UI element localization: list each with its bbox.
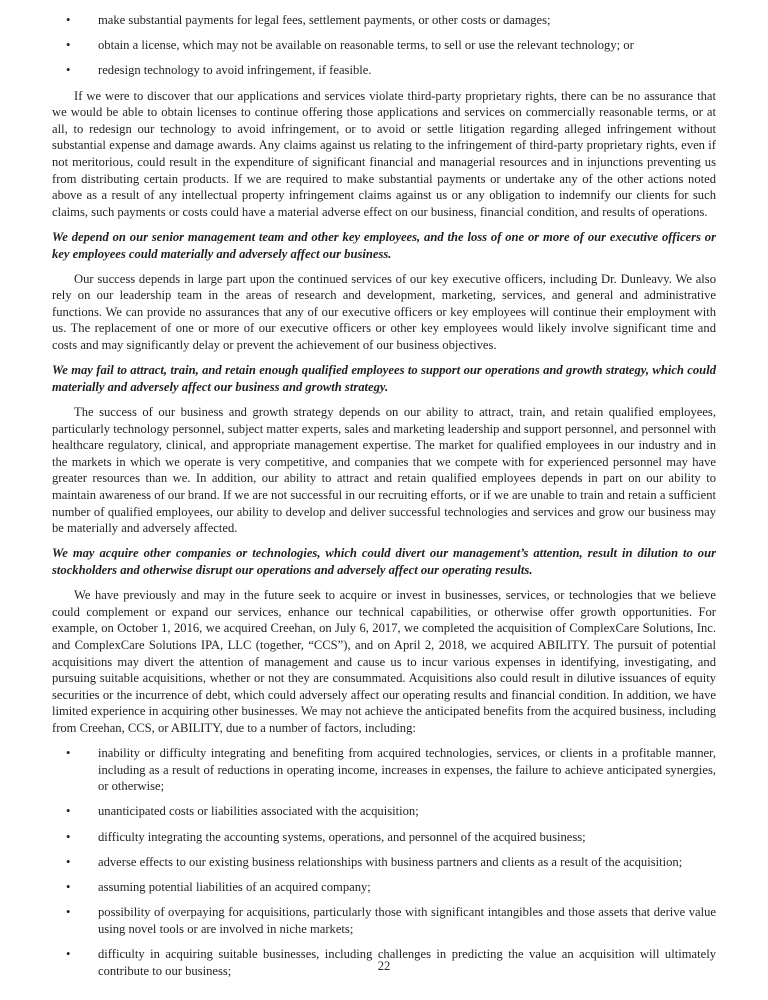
paragraph-infringement: If we were to discover that our applications and services violate third-party proprietary rights, there can be no assurance that we would be able to obtain licenses to continue offering those applications and services on commercially reasonable terms, or at all, to redesign our technology to avoid infringement, or to avoid or settle litigation regarding alleged infringement without substantial expense and damage awards. Any claims against us relating to the infringement of third-party proprietary rights, even if not meritorious, could result in the expenditure of significant financial and managerial resources and in injunctions preventing us from distributing certain products. If we are required to make substantial payments or undertake any of the other actions noted above as a result of any intellectual property infringement claims against us or any obligation to indemnify our clients for such claims, such payments or costs could have a material adverse effect on our business, financial condition, and results of operations.	[52, 88, 716, 219]
bullet-icon: •	[66, 905, 71, 920]
bullet-icon: •	[66, 63, 71, 78]
list-item-text: adverse effects to our existing business relationships with business partners and clients as a result of the acquisition;	[98, 854, 683, 869]
list-item-text: obtain a license, which may not be available on reasonable terms, to sell or use the relevant technology; or	[98, 38, 634, 53]
list-item-text: difficulty in acquiring suitable businesses, including challenges in predicting the value an acquisition will ultimately contribute to our business;	[98, 947, 716, 978]
bullet-icon: •	[66, 804, 71, 819]
risk-heading-employees: We may fail to attract, train, and retain enough qualified employees to support our operations and growth strategy, which could materially and adversely affect our business and growth strategy.	[52, 363, 716, 394]
bullet-icon: •	[66, 854, 71, 869]
list-item-text: difficulty integrating the accounting systems, operations, and personnel of the acquired business;	[98, 829, 586, 844]
risk-heading-management: We depend on our senior management team and other key employees, and the loss of one or more of our executive officers or key employees could materially and adversely affect our business.	[52, 229, 716, 261]
bullet-icon: •	[66, 947, 71, 961]
list-item	[52, 879, 716, 896]
bullet-list-acquisition-risks	[52, 745, 716, 979]
bullet-icon: •	[66, 38, 71, 53]
bullet-icon: •	[66, 13, 71, 27]
list-item-text: unanticipated costs or liabilities associated with the acquisition;	[98, 804, 419, 819]
list-item	[52, 904, 716, 937]
list-item	[52, 854, 716, 871]
list-item	[52, 62, 716, 79]
list-item	[52, 37, 716, 54]
bullet-icon: •	[66, 880, 71, 895]
bullet-icon: •	[66, 829, 71, 844]
list-item-text: make substantial payments for legal fees, settlement payments, or other costs or damages;	[98, 13, 551, 27]
list-item-text: possibility of overpaying for acquisitions, particularly those with significant intangibles and those assets that derive value using novel tools or are involved in niche markets;	[98, 905, 716, 936]
bullet-list-remedies	[52, 12, 716, 79]
list-item	[52, 803, 716, 820]
list-item	[52, 12, 716, 29]
list-item-text: inability or difficulty integrating and benefiting from acquired technologies, services, or clients in a profitable manner, including as a result of reductions in operating income, increases in expenses, the failure to achieve anticipated synergies, or otherwise;	[98, 746, 716, 794]
list-item-text: assuming potential liabilities of an acquired company;	[98, 880, 371, 895]
risk-heading-acquisitions: We may acquire other companies or technologies, which could divert our management’s attention, result in dilution to our stockholders and otherwise disrupt our operations and adversely affect our operating results.	[52, 546, 716, 577]
paragraph-management: Our success depends in large part upon the continued services of our key executive officers, including Dr. Dunleavy. We also rely on our leadership team in the areas of research and development, marketing, services, and general and administrative functions. We can provide no assurances that any of our executive officers or key employees will continue their employment with us. The replacement of one or more of our executive officers or other key employees would likely involve significant time and costs and may significantly delay or prevent the achievement of our business objectives.	[52, 271, 716, 353]
page-number: 22	[377, 959, 391, 973]
paragraph-acquisitions: We have previously and may in the future seek to acquire or invest in businesses, services, or technologies that we believe could complement or expand our services, enhance our technical capabilities, or otherwise offer growth opportunities. For example, on October 1, 2016, we acquired Creehan, on July 6, 2017, we completed the acquisition of ComplexCare Solutions, Inc. and ComplexCare Solutions IPA, LLC (together, “CCS”), and on April 2, 2018, we acquired ABILITY. The pursuit of potential acquisitions may divert the attention of management and cause us to incur various expenses in identifying, investigating, and pursuing suitable acquisitions, whether or not they are consummated. Acquisitions also could result in dilutive issuances of equity securities or the incurrence of debt, which could adversely affect our operating results and financial condition. In addition, we have limited experience in acquiring other businesses. We may not achieve the anticipated benefits from the acquired business, including from Creehan, CCS, or ABILITY, due to a number of factors, including:	[52, 588, 716, 735]
list-item	[52, 745, 716, 795]
list-item	[52, 829, 716, 846]
paragraph-employees: The success of our business and growth strategy depends on our ability to attract, train, and retain qualified employees, particularly technology personnel, subject matter experts, sales and marketing leadership and support personnel, and personnel with healthcare regulatory, clinical, and appropriate management expertise. The market for qualified employees in our industry and in the markets in which we operate is very competitive, and companies that we compete with for experienced personnel may have greater resources than we. In addition, our ability to attract and retain qualified employees depends in part on our ability to maintain awareness of our brand. If we are not successful in our recruiting efforts, or if we are unable to train and retain a sufficient number of qualified employees, our ability to develop and deliver successful technologies and services and grow our business may be materially and adversely affected.	[52, 405, 716, 536]
bullet-icon: •	[66, 746, 71, 761]
list-item-text: redesign technology to avoid infringement, if feasible.	[98, 63, 372, 78]
document-page	[52, 12, 716, 988]
